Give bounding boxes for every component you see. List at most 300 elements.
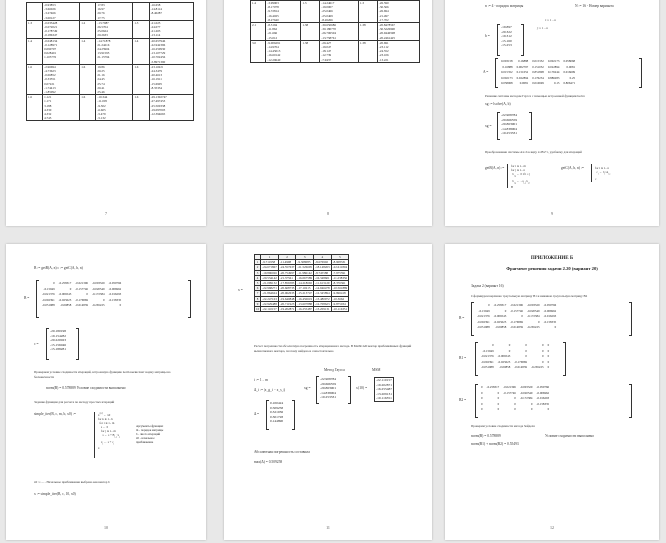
cell-value: -0.128971: [44, 42, 58, 47]
matrix-cell: -0.003329: [519, 385, 533, 389]
matrix-cell: -0.051988: [42, 303, 55, 308]
cell-value: -30.180770: [321, 27, 336, 32]
cell-value: 21.16: [97, 73, 105, 78]
cell-value: -18.147: [321, 49, 332, 54]
matrix-cell: -0.265225: [91, 303, 105, 308]
note-transform: Преобразование системы Ax=b к виду x=Bx+c, удобному для итераций: [485, 150, 582, 154]
variant-number: N := 16 - Номер варианта: [575, 4, 614, 8]
cell-value: -12.739: [321, 53, 332, 58]
matrix-cell: -0.00858: [495, 325, 507, 330]
table-cell: -11.4998: [278, 260, 296, 265]
table-row: [255, 281, 349, 286]
convergence-status: Условие сходимости выполнено: [545, 434, 595, 438]
table-cell: -16.348601: [315, 275, 330, 280]
table-cell: -24.557637: [279, 265, 295, 270]
table-cell: -21.37561: [278, 275, 296, 280]
bracket-right: [529, 112, 532, 140]
table-cell: -16.255487: [297, 307, 313, 312]
table-cell: -22.929488: [262, 301, 277, 306]
matrix-cell: -0.021396: [503, 385, 516, 389]
matrix-cell: -0.006543: [493, 314, 507, 319]
table-cell: -20.534142: [262, 275, 277, 280]
matrix-cell: -0.050766: [543, 303, 557, 307]
cell-value: -15.6905: [150, 81, 162, 86]
cell-value: -16.60142: [267, 53, 281, 58]
matrix-row: [499, 70, 577, 76]
matrix-cell: 0.902797: [516, 64, 529, 69]
cell-value: -1.74413: [44, 85, 56, 90]
matrix-cell: -0.006543: [58, 292, 72, 297]
table-cell: -13.607888: [297, 301, 313, 306]
table-cell: -8.908331: [331, 260, 349, 265]
vector-value: -15.253: [501, 43, 512, 48]
cell-value: -23.169.9: [150, 64, 163, 69]
matrix-b2-label: B2 =: [459, 398, 467, 402]
norm-b1-b2: norm(B1) + norm(B2) = 0.55493: [471, 442, 519, 446]
matrix-cell: 0: [547, 359, 550, 364]
matrix-cell: -0.157746: [510, 308, 523, 313]
bracket-right: [292, 400, 295, 430]
matrix-cell: 0: [497, 407, 500, 412]
cell-value: -13.221: [378, 57, 389, 62]
cell-value: -11.005: [97, 99, 108, 104]
table-cell: 2.1: [251, 23, 266, 41]
bracket-left: [36, 280, 39, 318]
table-row: [255, 301, 349, 306]
bracket-left: [495, 58, 498, 88]
table-cell: 1.38: [358, 40, 377, 62]
matrix-cell: 0: [497, 390, 500, 395]
matrix-b1-label: B1 =: [459, 356, 467, 360]
table-cell: 1.3: [27, 20, 43, 38]
matrix-cell: -0.020549: [91, 286, 105, 291]
appendix-subtitle: Фрагмент решения задачи 2.20 (вариант 20): [506, 266, 598, 271]
table-cell: -19.202871: [279, 307, 295, 312]
matrix-cell: 0: [53, 281, 55, 285]
cell-value: 17.83: [97, 3, 105, 7]
table-cell: [377, 40, 419, 62]
cell-value: -24.077: [150, 25, 161, 30]
vector-c-label: c =: [34, 342, 39, 346]
results-table: [250, 0, 420, 63]
cell-value: -0.33551: [44, 77, 56, 82]
bracket-right: [188, 280, 191, 318]
cell-value: 24.25904: [97, 47, 110, 52]
vector-value: -10.253331: [320, 395, 337, 400]
matrix-cell: -0.020549: [526, 308, 540, 313]
cell-value: 17.75: [97, 15, 105, 20]
table-row: [255, 260, 349, 265]
matrix-cell: -0.021396: [75, 281, 88, 285]
page-number: 8: [327, 211, 329, 216]
matrix-x-label: x =: [238, 288, 243, 292]
bracket-left: [497, 24, 500, 56]
matrix-cell: -0.176869: [510, 319, 523, 324]
cell-value: -14.45013: [267, 49, 281, 54]
cell-value: 19.86: [97, 64, 105, 69]
table-cell: -20.668735: [279, 286, 295, 291]
cell-value: 4.745: [44, 116, 52, 121]
table-row: [27, 64, 194, 94]
cell-value: 0.028401: [44, 51, 57, 56]
cell-value: -23.112: [378, 45, 389, 50]
appendix-title: ПРИЛОЖЕНИЕ Б: [530, 256, 574, 261]
table-cell: -18.148263: [315, 265, 330, 270]
document-page-8: [224, 0, 432, 226]
matrix-b1: [479, 343, 551, 371]
table-cell: -22.968271: [262, 286, 277, 291]
cell-value: -3.27466: [44, 11, 56, 16]
vector-value: -15.156046: [50, 342, 67, 347]
matrix-cell: 0.002173: [547, 59, 560, 63]
table-cell: [80, 3, 96, 21]
matrix-cell: 0: [492, 343, 494, 347]
cell-value: -14.71878: [97, 38, 111, 43]
cell-value: -10.702456: [150, 55, 166, 60]
matrix-cell: -0.158335: [108, 297, 122, 302]
cell-value: 1.171: [44, 99, 52, 104]
table-cell: -12.708623: [315, 301, 330, 306]
table-cell: 1.38: [301, 23, 320, 41]
matrix-cell: 0.16888: [518, 59, 529, 63]
cell-value: 20.41: [97, 85, 105, 90]
vector-value: -22.908784: [320, 377, 337, 381]
table-cell: 1.3: [133, 20, 149, 38]
matrix-cell: -0.016293: [108, 292, 122, 297]
table-cell: 1.6: [27, 64, 43, 94]
matrix-cell: -0.002391: [42, 297, 55, 302]
delta-formula: Δ_i := |x_g_i − x_s_i|: [254, 388, 286, 392]
cell-value: -25.500338: [150, 103, 166, 108]
matrix-cell: 0: [542, 348, 544, 353]
table-cell: [149, 64, 193, 94]
matrix-cell: 0.058068: [501, 81, 513, 86]
max-error: max(Δ) = 0.509258: [254, 460, 283, 464]
cell-value: 20.76: [97, 11, 105, 16]
vector-value: 0.144890: [270, 419, 284, 424]
bracket-left: [497, 112, 500, 140]
table-cell: -17.10215: [296, 286, 314, 291]
cell-value: -19.097003: [150, 107, 166, 112]
matrix-cell: -0.016293: [543, 314, 557, 319]
matrix-cell: 0.016699: [563, 70, 576, 75]
table-cell: -10.116351: [332, 307, 348, 312]
matrix-cell: -0.006962: [108, 286, 122, 291]
table-cell: 1.38: [358, 23, 377, 41]
matrix-cell: 0: [530, 401, 533, 406]
matrix-cell: 0: [481, 407, 483, 412]
cell-value: 24.45: [97, 77, 105, 82]
vector-value: -19.202871: [376, 382, 393, 387]
vector-value: -22.110157: [376, 378, 392, 382]
matrix-cell: 0: [514, 401, 516, 406]
table-cell: -22.247163: [262, 296, 277, 301]
matrix-cell: -0.021396: [510, 303, 523, 307]
row-header: 7: [255, 291, 261, 296]
legend-line: m - порядок матрицы: [136, 428, 164, 432]
cell-value: -8.35334: [150, 85, 162, 90]
matrix-cell: 0: [86, 292, 88, 297]
table-cell: 1.6: [133, 64, 149, 94]
table-row: [251, 23, 420, 41]
matrix-cell: -0.003329: [526, 303, 540, 307]
matrix-cell: -0.006962: [536, 390, 550, 395]
table-cell: -13.209131: [315, 307, 330, 312]
cell-value: -22.942396: [150, 42, 166, 47]
table-cell: [149, 20, 193, 38]
matrix-cell: 0: [530, 407, 533, 412]
cell-value: 25.0624: [97, 29, 108, 34]
table-cell: [320, 23, 359, 41]
matrix-cell: -0.265225: [526, 325, 540, 330]
table-cell: -22.110157: [262, 307, 277, 312]
matrix-cell: -0.002391: [481, 359, 494, 364]
matrix-cell: 0.151052: [516, 70, 529, 75]
vector-value: 0.100424: [270, 401, 284, 405]
table-row: [255, 275, 349, 280]
matrix-b: [475, 303, 558, 331]
matrix-cell: -0.050766: [108, 281, 122, 285]
matrix-row: [479, 407, 551, 413]
row-header: 3: [255, 270, 261, 275]
table-cell: [149, 3, 193, 21]
cell-value: 1.121: [44, 95, 52, 100]
table-row: [251, 1, 420, 23]
cell-value: -3.66026: [44, 7, 56, 12]
vector-xg: [501, 113, 517, 136]
cell-value: -26.706504: [321, 31, 336, 36]
table-cell: 1.4: [27, 38, 43, 64]
matrix-cell: 0.058068: [563, 59, 576, 63]
formula-loop: i := 1 .. n: [545, 18, 556, 22]
matrix-cell: 0.25: [569, 75, 576, 80]
note-error: Расчет погрешности абсолютную погрешность итерационного метода. В MathCAD вектор приближённых функций вычисляемого вектора, поэтому найден ее самостоятельно: [254, 344, 412, 353]
formula-loop2: j := 1 .. n: [537, 26, 548, 30]
matrix-cell: -0.014839: [514, 365, 527, 370]
table-cell: [320, 1, 359, 23]
document-page-9: [445, 0, 659, 226]
matrix-cell: -0.157746: [503, 390, 516, 395]
legend-line: b - число итераций: [136, 432, 161, 436]
bracket-right: [348, 376, 351, 404]
matrix-cell: 0: [547, 354, 550, 359]
cell-value: -12.394665: [150, 112, 166, 117]
vector-value: -10.253331: [501, 131, 518, 136]
matrix-cell: -0.176869: [75, 297, 88, 302]
matrix-cell: -0.006543: [497, 354, 511, 359]
cell-value: -0.048134: [44, 38, 58, 43]
cell-value: -19.0007: [321, 5, 333, 10]
bracket-left: [266, 400, 269, 430]
table-cell: -22.611804: [332, 265, 348, 270]
matrix-cell: -0.00858: [60, 303, 72, 308]
matrix-row: [475, 325, 558, 331]
matrix-cell: 0: [504, 308, 507, 313]
cell-value: -0.072021: [44, 25, 58, 30]
matrix-cell: 0.151052: [532, 64, 544, 69]
table-cell: 1.2: [80, 20, 96, 38]
cell-value: -29.1302747: [150, 95, 167, 100]
cell-value: -21.203: [150, 29, 161, 34]
cell-value: -20.2461425: [378, 35, 395, 40]
cell-value: -24.552: [378, 49, 389, 54]
document-page-11: [224, 244, 432, 540]
table-row: [27, 38, 194, 64]
vector-value: -20.666559: [320, 381, 337, 386]
matrix-cell: 0.16888: [502, 64, 513, 69]
matrix-cell: 0: [488, 303, 490, 307]
vector-value: -22.908784: [501, 113, 518, 117]
table-cell: -12.345894: [315, 291, 330, 296]
cell-value: -24.3479: [150, 69, 162, 74]
cell-value: -10.344: [97, 95, 108, 100]
cell-value: -20.8478567: [378, 23, 395, 28]
program-bar: [591, 164, 592, 182]
matrix-cell: -0.15949: [482, 348, 494, 353]
matrix-cell: 0: [538, 319, 540, 324]
vector-xs: [374, 377, 394, 402]
cell-value: -26.694: [378, 9, 389, 14]
column-header: 1: [261, 255, 279, 260]
matrix-cell: -0.006962: [543, 308, 557, 313]
vector-value: -19.154282: [50, 333, 67, 338]
matrix-b2: [479, 385, 551, 413]
table-cell: 1.3: [358, 1, 377, 23]
vector-value: -19.312: [501, 34, 512, 39]
cell-value: -5.8971390: [150, 59, 166, 64]
table-row: [251, 40, 420, 62]
cell-value: 13.91595: [97, 51, 110, 56]
matrix-cell: -0.025025: [493, 319, 507, 324]
matrix-cell: 0: [547, 343, 550, 347]
program-getC: for i ∈ 1.. n $c_i$ ← $b_i/A_{i,i}$ c: [595, 166, 611, 181]
cell-value: 4.332: [44, 112, 52, 117]
matrix-row: [40, 281, 123, 287]
table-cell: -7.975591: [331, 270, 349, 275]
cell-value: -0.033428: [44, 20, 58, 25]
iteration-table: [254, 254, 349, 312]
matrix-cell: 0.851808: [532, 70, 544, 75]
table-cell: [377, 23, 419, 41]
table-cell: -9.996418: [331, 291, 349, 296]
matrix-cell: -0.021376: [481, 354, 494, 359]
page-number: 10: [104, 525, 108, 530]
vector-value: -20.220023: [50, 338, 67, 343]
table-cell: [43, 20, 80, 38]
matrix-row: [499, 59, 577, 65]
matrix-cell: -0.051988: [481, 365, 494, 370]
document-page-7: [6, 0, 206, 226]
note-lsolve: Решение системы методом Гаусса с помощью встроенной функции lsolve: [485, 94, 585, 98]
page-number: 7: [105, 211, 107, 216]
table-cell: -20.754997: [279, 270, 295, 275]
cell-value: -5.479: [97, 112, 106, 117]
row-header: 6: [255, 286, 261, 291]
matrix-a: [499, 59, 577, 87]
cell-value: -21.025: [150, 20, 161, 25]
cell-value: -14.8114: [150, 7, 162, 12]
matrix-cell: 0: [481, 401, 483, 406]
matrix-row: [475, 303, 558, 309]
cell-value: -13.107729: [150, 51, 166, 56]
row-header: 4: [255, 275, 261, 280]
table-cell: [43, 3, 80, 21]
cell-value: 0.07221: [44, 81, 55, 86]
table-cell: [266, 40, 301, 62]
column-header: 5: [331, 255, 349, 260]
cell-value: -25.0466: [321, 9, 333, 14]
matrix-cell: -0.021376: [42, 292, 55, 297]
cell-value: -30.566: [378, 5, 389, 10]
formula-getB-getC: B := getB(A, n) c := getC(A, b, n): [34, 266, 83, 270]
matrix-cell: 0: [547, 348, 550, 353]
row-header: 10: [256, 307, 260, 312]
bracket-left: [471, 302, 474, 336]
cell-value: 21.24216: [97, 42, 110, 47]
cell-value: 20.25: [97, 69, 105, 74]
page-number: 12: [550, 525, 554, 530]
matrix-cell: 0: [497, 401, 500, 406]
table-row: [255, 307, 349, 312]
cell-value: -15.012: [267, 35, 278, 40]
table-cell: -9.711958: [261, 260, 279, 265]
matrix-cell: 0.0081: [566, 64, 576, 69]
table-cell: -9.875034: [331, 301, 349, 306]
cell-value: 21.15794: [97, 55, 110, 60]
cell-value: -7.9437: [321, 57, 332, 62]
bracket-right: [639, 58, 642, 88]
table-cell: -19.896026: [262, 270, 277, 275]
table-cell: [133, 3, 149, 21]
matrix-b-label: B =: [459, 316, 465, 320]
matrix-cell: -0.025025: [58, 297, 72, 302]
matrix-row: [479, 385, 551, 391]
vector-value: -15.188281: [50, 347, 67, 352]
vector-xs-label: x⟨10⟩ =: [356, 386, 368, 390]
table-cell: 1.4: [133, 38, 149, 64]
table-cell: -10.561889: [332, 286, 348, 291]
matrix-cell: 0.002173: [501, 75, 513, 80]
cell-value: -11.862: [267, 27, 278, 32]
table-cell: -8.376361: [331, 281, 349, 286]
table-cell: [43, 38, 80, 64]
table-row: [255, 286, 349, 291]
matrix-cell: -0.172384: [91, 292, 105, 297]
table-cell: 1.38: [301, 40, 320, 62]
row-header: 1: [255, 260, 261, 265]
vector-value: -20.863901: [501, 122, 518, 127]
norm-b: norm(B) = 0.578889: [471, 434, 501, 438]
table-cell: [320, 40, 359, 62]
row-header: 9: [255, 301, 261, 306]
matrix-row: [40, 303, 123, 309]
table-cell: -19.640848: [279, 296, 295, 301]
table-cell: -20.711923: [279, 301, 295, 306]
cell-value: -0.186347: [44, 33, 58, 38]
argument-legend: [136, 424, 163, 444]
bracket-left: [475, 384, 478, 418]
initial-approx: x0 := ... - Начальное приближение выбрано как вектор b: [34, 480, 110, 484]
table-cell: -20.062635: [279, 291, 295, 296]
cell-value: -8.40287: [150, 11, 162, 16]
vector-value: 0.301728: [270, 414, 284, 419]
matrix-cell: -0.258317: [486, 385, 500, 389]
matrix-cell: 0.15: [554, 81, 560, 86]
column-header: 4: [314, 255, 332, 260]
matrix-cell: -0.016293: [536, 396, 550, 401]
column-header: 2: [278, 255, 296, 260]
norm-result: norm(B) = 0.578889 Условие сходимости выполнено: [46, 386, 126, 390]
